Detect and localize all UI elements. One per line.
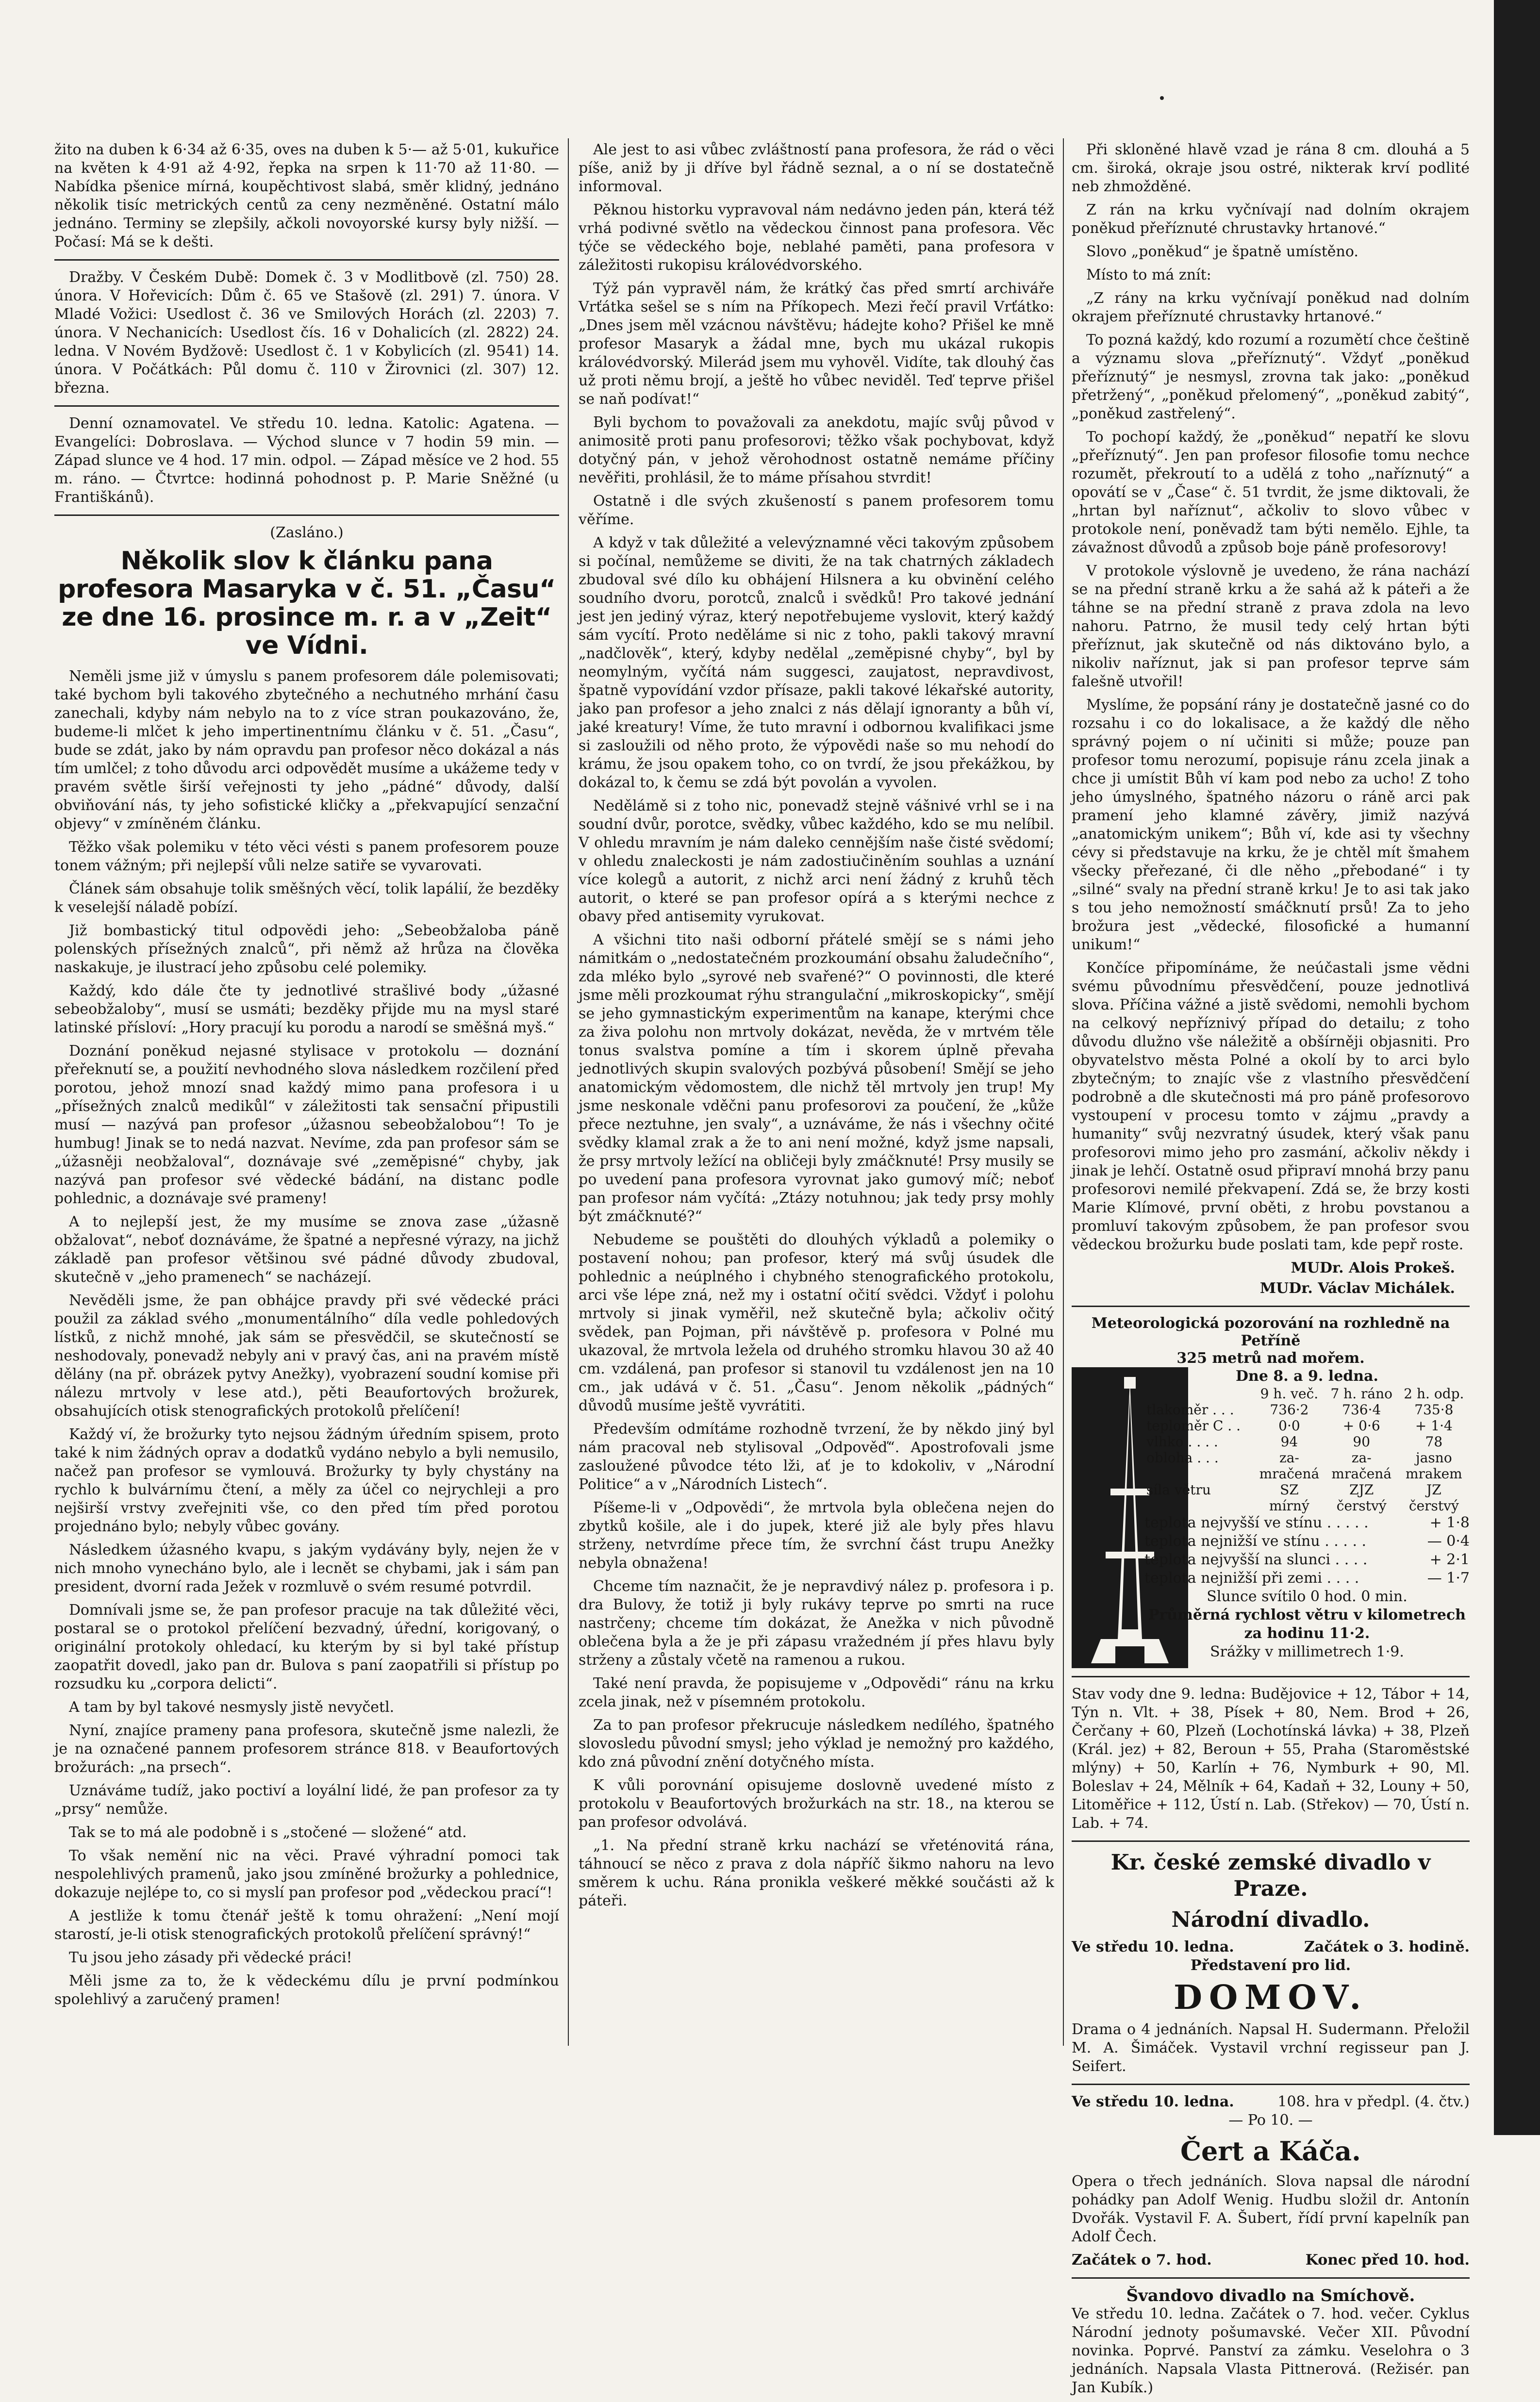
article-paragraph: Především odmítáme rozhodně tvrzení, že by někdo jiný byl nám pracoval neb stylisoval „Odpověď“. Apostrofovali jsme zasloužené původce této lži, ať je to kdokoliv, v „Národní Politice“ a v „Národních Listech“. bbox=[579, 1421, 1054, 1493]
article-paragraph: Za to pan profesor překrucuje následkem nedílého, špatného slovosledu původní smysl; jeho výklad je nemožný pro každého, kdo zná původní znění dotyčného místa. bbox=[579, 1717, 1054, 1771]
article-paragraph: Následkem úžasného kvapu, s jakým vydávány byly, nejen že v nich mnoho vynecháno bylo, ale i lecnět se chybami, jak i sám pan president, dvorní rada Ježek v rozmluvě o svém resumé potvrdil. bbox=[54, 1541, 559, 1595]
article-paragraph: K vůli porovnání opisujeme doslovně uvedené místo z protokolu v Beaufortových brožurkách na str. 18., na kterou se pan profesor odvolává. bbox=[579, 1777, 1054, 1831]
article-paragraph: To pochopí každý, že „poněkud“ nepatří ke slovu „přeříznutý“. Jen pan profesor filosofie tomu nechce rozumět, překroutí to a udělá z toho „naříznutý“ a opovátí se v „Čase“ č. 51 tvrdit, že jsme diktovali, že „hrtan byl naříznut“, ačkoliv to slovo vůbec v protokole není, poněvadž tam býti nemělo. Ejhle, ta závažnost důvodů a způsob boje páně profesorovy! bbox=[1072, 429, 1470, 556]
meteo-col-header: 7 h. ráno bbox=[1330, 1386, 1392, 1402]
theatre-performance: Představení pro lid. bbox=[1190, 1957, 1351, 1974]
article-paragraph: To však nemění nic na věci. Pravé výhradní pomoci tak nespolehlivých pramenů, jako jsou zmíněné brožurky a pohlednice, dokazuje nejlépe to, co si myslí pan profesor pod „vědeckou prací“! bbox=[54, 1847, 559, 1901]
theatre-date-row bbox=[1072, 1938, 1470, 1956]
meteo-cell: 736·4 bbox=[1342, 1402, 1381, 1418]
meteo-col-header: 9 h. več. bbox=[1260, 1386, 1319, 1402]
article-paragraph: Pěknou historku vypravoval nám nedávno jeden pán, která též vrhá podivné světlo na vědeckou činnost pana profesora. Věc týče se vědeckého boje, neblahé paměti, pana profesora v záležitosti rukopisu královédvorského. bbox=[579, 201, 1054, 274]
article-paragraph: A to nejlepší jest, že my musíme se znova zase „úžasně obžalovat“, neboť doznáváme, že špatné a nepřesné výrazy, na jichž základě pan profesor většinou své pádné důvody zbudoval, skutečně v „jeho pramenech“ se nacházejí. bbox=[54, 1213, 559, 1286]
article-paragraph: Končíce připomínáme, že neúčastali jsme vědni svému původnímu přesvědčení, pouze jednotlivá slova. Příčina vážné a jistě svědomi, nemohli bychom na celkový nepříznivý případ do detailu; z toho důvodu dlužno vše náležitě a obšírněji objasniti. Pro obyvatelstvo města Polné a okolí by to arci bylo zbytečným; to znajíc vše z vlastního přesvědčení podrobně a dle skutečnosti má pro páně profesorovo vystoupení v procesu tomto v zájmu „pravdy a humanity“ svůj nezvratný úsudek, který však panu profesorovi mimo jeho pro zasmání, ačkoliv někdy i jinak je lehčí. Ostatně osud připraví mnohá brzy panu profesorovi nemilé překvapení. Zdá se, že brzy kosti Marie Klímové, první oběti, z hrobu povstanou a promluví takovým způsobem, že pan profesor svou vědeckou brožurku bude poslati tam, kde pepř roste. bbox=[1072, 960, 1470, 1253]
meteo-extra-row bbox=[1144, 1532, 1470, 1551]
theatre-start: Začátek o 3. hodině. bbox=[1304, 1938, 1470, 1955]
meteo-cell: JZ čerstvý bbox=[1408, 1482, 1459, 1514]
meteo-extra-value: — 1·7 bbox=[1427, 1570, 1470, 1587]
article-paragraph: Doznání poněkud nejasné stylisace v protokolu — doznání přeřeknutí se, a použití nevhodného slova následkem rozčilení před porotou, jehož mnozí snad každý mimo pana profesora i u „přísežných znalců medikůl“ v záležitosti tak sensační připustili musí — nazývá pan profesor „úžasnou sebeobžalobou“! To je humbug! Jinak se to nedá nazvat. Nevíme, zda pan profesor sám se „úžasněji neobžaloval“, doznávaje své „zeměpisné“ chyby, jak nazývá pan profesor své vědecké bádání, na distanc podle pohlednic, a doznávaje své prameny! bbox=[54, 1043, 559, 1207]
article-paragraph: Každý ví, že brožurky tyto nejsou žádným úředním spisem, proto také k nim žádných oprav a dodatků vydáno nebylo a byli nemusilo, načež pan profesor se vymlouvá. Brožurky ty byly chystány na rychlo k bulvárnímu čtení, a měly za účel co nejrychleji a pro nejširší vrstvy zveřejniti vše, co den před tím před porotou projednáno bylo; nebyly vůbec govány. bbox=[54, 1426, 559, 1535]
theatre-end: Konec před 10. hod. bbox=[1305, 2252, 1470, 2269]
meteo-cell: 0·0 bbox=[1278, 1418, 1300, 1434]
meteo-extra-row bbox=[1144, 1569, 1470, 1588]
theatre-subscription: 108. hra v předpl. (4. čtv.) bbox=[1277, 2093, 1470, 2110]
sent-in-label: (Zasláno.) bbox=[270, 524, 344, 541]
meteo-cell: 735·8 bbox=[1414, 1402, 1454, 1418]
article-paragraph: Neměli jsme již v úmyslu s panem profesorem dále polemisovati; také bychom byli takového zbytečného a nechutného mrhání času zanechali, kdyby nám nebylo na to z více stran poukazováno, že, budeme-li mlčet k jeho impertinentnímu článku v č. 51. „Času“, bude se zdát, jako by nám opravdu pan profesor něco dokázal a nás tím umlčel; z toho důvodu arci odpovědět musíme a ukážeme tedy v pravém světle širší veřejnosti ty jeho „pádné“ důvody, další obviňování nás, ty jeho sofistické kličky a „překvapující senzační objevy“ v zmíněném článku. bbox=[54, 668, 559, 832]
meteo-cell: jasno mrakem bbox=[1406, 1450, 1462, 1482]
article-paragraph: „Z rány na krku vyčnívají poněkud nad dolním okrajem přeříznuté chrustavky hrtanové.“ bbox=[1072, 290, 1470, 325]
article-paragraph: V protokole výslovně je uvedeno, že rána nachází se na přední straně krku a že sahá až k páteři a že táhne se na přední straně z prava zdola na levo nahoru. Patrno, že musil tedy celý hrtan býti přeříznut, jak skutečně od nás diktováno bylo, a nikoliv naříznut, jak si pan profesor teprve sám falešně utvořil! bbox=[1072, 563, 1470, 690]
theatre-date: Ve středu 10. ledna. bbox=[1072, 2093, 1234, 2110]
article-paragraph: Nevěděli jsme, že pan obhájce pravdy při své vědecké práci použil za základ svého „monumentálního“ díla vedle pohledových lístků, z nichž mnohé, jak sám se přesvědčil, se skutečností se neshodovaly, ponevadž nebyly ani v pravý čas, ani na pravém místě dělány (na př. obrázek pytvy Anežky), vyobrazení soudní komise při nálezu mrtvoly v lese atd.), pěti Beaufortových brožurek, obsahujících otisk stenografických protokolů přelíčení! bbox=[54, 1292, 559, 1420]
meteo-cell: 94 bbox=[1280, 1434, 1298, 1450]
meteo-extra-label: teplota nejnižší ve stínu . . . . . bbox=[1144, 1533, 1367, 1550]
meteo-cell: + 0·6 bbox=[1342, 1418, 1380, 1434]
article-headline: Několik slov k článku pana profesora Masaryka v č. 51. „Času“ ze dne 16. prosince m. r. a v „Zeit“ ve Vídni. bbox=[58, 547, 556, 660]
meteo-cell: 78 bbox=[1425, 1434, 1443, 1450]
meteo-row-label: teploměr C . . bbox=[1146, 1418, 1241, 1434]
article-paragraph: Myslíme, že popsání rány je dostatečně jasné co do rozsahu i co do lokalisace, a že každý dle něho správný pojem o ní učiniti si může; pouze pan profesor tomu nerozumí, popisuje ránu zcela jinak a chce ji umístit Bůh ví kam pod nebo za ucho! Z toho jeho úmyslného, špatného názoru o ráně arci pak pramení jeho klamné závěry, jimiž nazývá „anatomickým unikem“; Bůh ví, kde asi ty všechny cévy si představuje na krku, že je chtěl mít šmahem všecky přeřezané, či dle něho „přebodané“ i ty „silné“ svaly na přední straně krku! Je to asi tak jako s tou jeho nemožností smáčknutí prsů! Za to jeho brožura jest „vědecké, filosofické a humanní unikum!“ bbox=[1072, 696, 1470, 953]
scan-edge bbox=[1494, 0, 1540, 2135]
meteo-subtitle: 325 metrů nad mořem. bbox=[1176, 1350, 1365, 1367]
meteo-extra-row bbox=[1144, 1514, 1470, 1532]
article-paragraph: Ostatně i dle svých zkušeností s panem profesorem tomu věříme. bbox=[579, 493, 1054, 528]
article-paragraph: A tam by byl takové nesmysly jistě nevyčetl. bbox=[69, 1699, 395, 1716]
meteo-row-label: obloha . . . bbox=[1146, 1450, 1219, 1466]
meteo-extra-row bbox=[1144, 1551, 1470, 1569]
article-paragraph: Tak se to má ale podobně i s „stočené — složené“ atd. bbox=[69, 1824, 467, 1841]
theatre-subtitle: Národní divadlo. bbox=[1171, 1907, 1370, 1932]
article-paragraph: Týž pán vypravěl nám, že krátký čas před smrtí archiváře Vrťátka sešel se s ním na Příkopech. Mezi řečí pravil Vrťátko: „Dnes jsem měl vzácnou návštěvu; hádejte koho? Přišel ke mně profesor Masaryk a žádal mne, bych mu ukázal rukopis královédvorský. Milerád jsem mu vyhověl. Vidíte, tak dlouhý čas už proti němu brojí, a ještě ho vůbec neviděl. Teď teprve přišel se naň podívat!“ bbox=[579, 280, 1054, 408]
meteo-cell: 736·2 bbox=[1270, 1402, 1309, 1418]
meteo-extra-value: — 0·4 bbox=[1427, 1533, 1470, 1550]
article-paragraph: Nyní, znajíce prameny pana profesora, skutečně jsme nalezli, že je na označené pannem profesorem stránce 818. v Beaufortových brožurách: „na prsech“. bbox=[54, 1722, 559, 1776]
play-title: DOMOV. bbox=[1173, 1978, 1368, 2017]
meteo-extra-value: + 1·8 bbox=[1429, 1514, 1470, 1531]
meteo-cell: za- mračená bbox=[1259, 1450, 1320, 1482]
theatre-time-row bbox=[1072, 2251, 1470, 2269]
water-levels: Stav vody dne 9. ledna: Budějovice + 12, Tábor + 14, Týn n. Vlt. + 38, Písek + 80, Nem. Brod + 26, Čerčany + 60, Plzeň (Lochotínská lávka) + 38, Plzeň (Král. jez) + 82, Beroun + 55, Praha (Staroměstské mlýny) + 50, Karlín + 76, Nymburk + 90, Ml. Boleslav + 24, Mělník + 64, Kadaň + 32, Louny + 50, Litoměřice + 112, Ústí n. Lab. (Střekov) — 70, Ústí n. Lab. + 74. bbox=[1072, 1686, 1470, 1832]
article-paragraph: To pozná každý, kdo rozumí a rozumětí chce češtině a významu slova „přeříznutý“. Vždyť „poněkud přeříznutý“ je nesmysl, zrovna tak jako: „poněkud přetržený“, „poněkud přelomený“, „poněkud zabitý“, „poněkud zastřelený“. bbox=[1072, 331, 1470, 422]
meteo-row-label: vlhko . . . . bbox=[1146, 1434, 1218, 1450]
meteo-cell: za- mračená bbox=[1331, 1450, 1392, 1482]
theatre-date: Ve středu 10. ledna. bbox=[1072, 1938, 1234, 1955]
column-2 bbox=[579, 141, 1054, 1915]
article-paragraph: Již bombastický titul odpovědi jeho: „Sebeobžaloba páně polenských přísežných znalců“, při němž až hrůza na člověka naskakuje, je ilustrací jeho způsobu celé polemiky. bbox=[54, 922, 559, 976]
article-paragraph: Ale jest to asi vůbec zvláštností pana profesora, že rád o věci píše, aniž by ji dříve byl řádně seznal, a o ní se dostatečně informoval. bbox=[579, 141, 1054, 195]
meteo-extra-label: teplota nejvyšší na slunci . . . . bbox=[1144, 1551, 1368, 1568]
article-paragraph: Chceme tím naznačit, že je nepravdivý nález p. profesora i p. dra Bulovy, že totiž ji byly rukávy teprve po smrti na ruce nastrčeny; chceme tím dokázat, že Anežka v nich původně oblečena byla a že je při zápasu vražedném jí přes hlavu byly strženy a zůstaly včetě na ramenou a rukou. bbox=[579, 1578, 1054, 1669]
meteo-row-label: síla větru bbox=[1146, 1482, 1211, 1498]
article-paragraph: Slovo „poněkud“ je špatně umístěno. bbox=[1086, 243, 1358, 260]
article-paragraph: Místo to má znít: bbox=[1086, 266, 1211, 283]
article-paragraph: Měli jsme za to, že k vědeckému dílu je první podmínkou spolehlivý a zaručený pramen! bbox=[54, 1972, 559, 2008]
article-paragraph: Článek sám obsahuje tolik směšných věcí, tolik lapálií, že bezděky k veselejší náladě pobízí. bbox=[54, 880, 559, 916]
article-paragraph: Také není pravda, že popisujeme v „Odpovědi“ ránu na krku zcela jinak, než v písemném protokolu. bbox=[579, 1675, 1054, 1710]
article-paragraph: Píšeme-li v „Odpovědi“, že mrtvola byla oblečena nejen do zbytků košile, ale i do jupek, které již ale byly přes hlavu strženy, netvrdíme přece tím, že svrchní část trupu Anežky nebyla obnažena! bbox=[579, 1499, 1054, 1572]
theatre-title: Kr. české zemské divadlo v Praze. bbox=[1110, 1850, 1431, 1901]
meteo-dates: Dne 8. a 9. ledna. bbox=[1236, 1368, 1378, 1385]
column-1 bbox=[54, 141, 559, 2014]
meteo-rain: Srážky v millimetrech 1·9. bbox=[1210, 1643, 1404, 1660]
theatre-date-row bbox=[1072, 2093, 1470, 2111]
article-paragraph: Domnívali jsme se, že pan profesor pracuje na tak důležité věci, postaral se o protokol přelíčení bezvadný, úřední, korigovaný, o originální protokoly ohledací, ku kterým by si byl také přístup zaopatřit dovedl, jako pan dr. Bulova s paní zaopatřili si přístup po rozsudku ku „corpora delicti“. bbox=[54, 1602, 559, 1692]
article-paragraph: A když v tak důležité a velevýznamné věci takovým způsobem si počínal, nemůžeme se diviti, že na tak chatrných základech zbudoval své dílo ku obhájení Hilsnera a ku obvinění celého soudního dvoru, porotců, znalců i svědků! Pro takové jednání jest jen jediný výraz, který nepotřebujeme vyslovit, který každý sám vycítí. Proto neděláme si nic z toho, pakli takový mravní „nadčlověk“, který, kdyby nedělal „zeměpisné chyby“, byl by neomylným, vyčítá nám suggesci, zaujatost, nepravdivost, špatně vypovídání vzdor přísaze, pakli takové lékařské autority, jako pan profesor a jeho znalci z nás dělají ignoranty a bůh ví, jaké kreatury! Víme, že tuto mravní i odbornou kvalifikaci jsme si zasloužili od něho proto, že výpovědi naše so mu nehodí do krámu, že jsou opakem toho, co on tvrdí, že jsou překážkou, by dokázal to, k čemu se zdá být povolán a vyvolen. bbox=[579, 534, 1054, 791]
meteo-cell: SZ mírný bbox=[1269, 1482, 1309, 1514]
article-paragraph: Nedělámě si z toho nic, ponevadž stejně vášnivé vrhl se i na soudní dvůr, porotce, svědky, vůbec každého, kdo se mu nelíbil. V ohledu mravním je nám daleko cennějším naše čisté svědomí; v ohledu znaleckosti je nám zadostiučiněním souhlas a uznání více kolegů a autorit, z nichž arci není žádný z kruhů těch autorit, o které se pan profesor opírá a s kterými nechce z obavy před antisemity vyrukovat. bbox=[579, 797, 1054, 925]
auctions: Dražby. V Českém Dubě: Domek č. 3 v Modlitbově (zl. 750) 28. února. V Hořevicích: Dům č. 65 ve Stašově (zl. 291) 7. února. V Mladé Vožici: Usedlost č. 36 ve Smilových Horách (zl. 2203) 7. února. V Nechanicích: Usedlost čís. 16 v Dohalicích (zl. 2822) 24. ledna. V Novém Bydžově: Usedlost č. 1 v Kobylicích (zl. 9541) 14. února. V Počátkách: Půl domu č. 110 v Žirovnici (zl. 307) 12. března. bbox=[54, 269, 559, 397]
theatre-po: — Po 10. — bbox=[1228, 2112, 1313, 2129]
meteo-table bbox=[1144, 1386, 1470, 1514]
market-report: žito na duben k 6·34 až 6·35, oves na duben k 5·— až 5·01, kukuřice na květen k 4·91 až 4·92, řepka na srpen k 11·70 až 11·80. — Nabídka pšenice mírná, koupěchtivost slabá, směr klidný, jednáno několik tisíc metrických centů za ceny nezměněné. Ostatní málo jednáno. Terminy se zlepšily, ačkoli novoyorské kursy byly nižší. — Počasí: Má se k dešti. bbox=[54, 141, 559, 250]
article-paragraph: „1. Na přední straně krku nachází se vřeténovitá rána, táhnoucí se něco z prava z dola nápříč šikmo nahoru na levo směrem k uchu. Rána pronikla veškeré měkké součásti až k páteři. bbox=[579, 1837, 1054, 1909]
article-paragraph: A všichni tito naši odborní přátelé smějí se s námi jeho námitkám o „nedostatečném prozkoumání obsahu žaludečního“, zda mléko bylo „syrové neb svařené?“ O povinnosti, dle které jsme měli prozkoumat rýhu strangulační „mikroskopicky“, smějí se jeho gymnastickým experimentům na kanape, kterými chce za živa polohu non mrtvoly dokázat, nevěda, že v mrtvém těle tonus svalstva pomíne a tím i skorem úplně převaha jednotlivých skupin svalových pozbývá působení! Smějí se jeho anatomickým vědomostem, dle nichž těl mrtvoly jen trup! My jsme neskonale vděčni panu profesorovi za poučení, že „kůže přece neztuhne, jen svaly“, a uznáváme, že nás i všechny očité svědky klamal zrak a že to ani není možné, když jsme napsali, že prsy mrtvoly ležící na obličeji byly zmáčknuté! Prsy musily se po uvedení pana profesora vyrovnat jako gumový míč; neboť pan profesor nám vyčítá: „Ztázy notuhnou; jak tedy prsy mohly být zmáčknuté?“ bbox=[579, 931, 1054, 1225]
article-paragraph: Při skloněné hlavě vzad je rána 8 cm. dlouhá a 5 cm. široká, okraje jsou ostré, nikterak krví podlité neb zhmožděné. bbox=[1072, 141, 1470, 195]
meteo-cell: + 1·4 bbox=[1415, 1418, 1453, 1434]
meteo-wind: Průměrná rychlost větru v kilometrech za hodinu 11·2. bbox=[1148, 1607, 1466, 1642]
meteo-col-header: 2 h. odp. bbox=[1404, 1386, 1464, 1402]
article-paragraph: Uznáváme tudíž, jako poctiví a loyální lidé, že pan profesor za ty „prsy“ nemůže. bbox=[54, 1782, 559, 1818]
meteo-block bbox=[1072, 1367, 1470, 1668]
column-rule bbox=[1063, 138, 1064, 2046]
theatre-title: Švandovo divadlo na Smíchově. bbox=[1126, 2286, 1415, 2305]
article-paragraph: Tu jsou jeho zásady při vědecké práci! bbox=[69, 1949, 352, 1966]
meteo-extra-label: teplota nejvyšší ve stínu . . . . . bbox=[1144, 1514, 1369, 1531]
article-paragraph: Každý, kdo dále čte ty jednotlivé strašlivé body „úžasné sebeobžaloby“, musí se usmáti; bezděky přijde mu na mysl staré latinské přísloví: „Hory pracují ku porodu a narodí se směšná myš.“ bbox=[54, 982, 559, 1036]
signature: MUDr. Alois Prokeš. bbox=[1291, 1259, 1455, 1276]
meteo-title: Meteorologická pozorování na rozhledně na Petříně bbox=[1091, 1315, 1450, 1349]
article-paragraph: Nebudeme se pouštěti do dlouhých výkladů a polemiky o postavení nohou; pan profesor, který má svůj úsudek dle pohlednic a neúplného i chybného stenografického protokolu, arci vše lépe zná, než my i ostatní očití svědci. Vždyť i polohu mrtvoly si jinak vyměřil, než skutečně byla; ačkoliv očitý svědek, pan Pojman, při návštěvě p. profesora v Polné mu ukazoval, že mrtvola ležela od druhého stromku hlavou 30 až 40 cm. vzdálená, pan profesor si stanovil tu vzdálenost jen na 10 cm., jak udává v č. 51. „Času“. Jenom několik „pádných“ důvodů musíme ještě vyvrátiti. bbox=[579, 1231, 1054, 1414]
article-paragraph: A jestliže k tomu čtenář ještě k tomu ohražení: „Není mojí starostí, je-li otisk stenografických protokolů přelíčení správný!“ bbox=[54, 1907, 559, 1943]
article-paragraph: Byli bychom to považovali za anekdotu, majíc svůj původ v animositě proti panu profesorovi; těžko však pochybovat, když dotyčný pán, v jehož věrohodnost ostatně nemáme příčiny nevěřiti, prohlásil, že to máme přísahou stvrdit! bbox=[579, 414, 1054, 486]
theatre-start: Začátek o 7. hod. bbox=[1072, 2252, 1212, 2269]
meteo-sun: Slunce svítilo 0 hod. 0 min. bbox=[1207, 1588, 1408, 1605]
article-paragraph: Z rán na krku vyčnívají nad dolním okrajem poněkud přeříznuté chrustavky hrtanové.“ bbox=[1072, 201, 1470, 237]
column-rule bbox=[568, 138, 569, 2046]
meteo-extra-label: teplota nejnižší při zemi . . . . bbox=[1144, 1570, 1359, 1587]
article-paragraph: Těžko však polemiku v této věci vésti s panem profesorem pouze tonem vážným; při nejlepší vůli nelze satiře se vyvarovati. bbox=[54, 839, 559, 874]
meteo-cell: 90 bbox=[1353, 1434, 1371, 1450]
meteo-cell: ZJZ čerstvý bbox=[1336, 1482, 1387, 1514]
signature: MUDr. Václav Michálek. bbox=[1259, 1280, 1455, 1297]
theatre-text: Ve středu 10. ledna. Začátek o 7. hod. večer. Cyklus Národní jednoty pošumavské. Večer XII. Původní novinka. Poprvé. Panství za zámku. Veselohra o 3 jednáních. Napsala Vlasta Pittnerová. (Režisér. pan Jan Kubík.) bbox=[1072, 2305, 1470, 2396]
play-title: Čert a Káča. bbox=[1180, 2136, 1361, 2167]
meteo-extra-value: + 2·1 bbox=[1429, 1551, 1470, 1568]
meteo-data bbox=[1144, 1367, 1470, 1661]
play-description: Opera o třech jednáních. Slova napsal dle národní pohádky pan Adolf Wenig. Hudbu složil dr. Antonín Dvořák. Vystavil F. A. Šubert, řídí první kapelník pan Adolf Čech. bbox=[1072, 2173, 1470, 2245]
play-description: Drama o 4 jednáních. Napsal H. Sudermann. Přeložil M. A. Šimáček. Vystavil vrchní regisseur pan J. Seifert. bbox=[1072, 2021, 1470, 2075]
ink-dot bbox=[1160, 96, 1164, 100]
meteo-row-label: tlakoměr . . . bbox=[1146, 1402, 1234, 1418]
column-3 bbox=[1072, 141, 1470, 2402]
daily-calendar: Denní oznamovatel. Ve středu 10. ledna. Katolic: Agatena. — Evangelíci: Dobroslava. — Východ slunce v 7 hodin 59 min. — Západ slunce ve 4 hod. 17 min. odpol. — Západ měsíce ve 2 hod. 55 m. ráno. — Čtvrtce: hodinná pohodnost p. P. Marie Sněžné (u Františkánů). bbox=[54, 415, 559, 506]
